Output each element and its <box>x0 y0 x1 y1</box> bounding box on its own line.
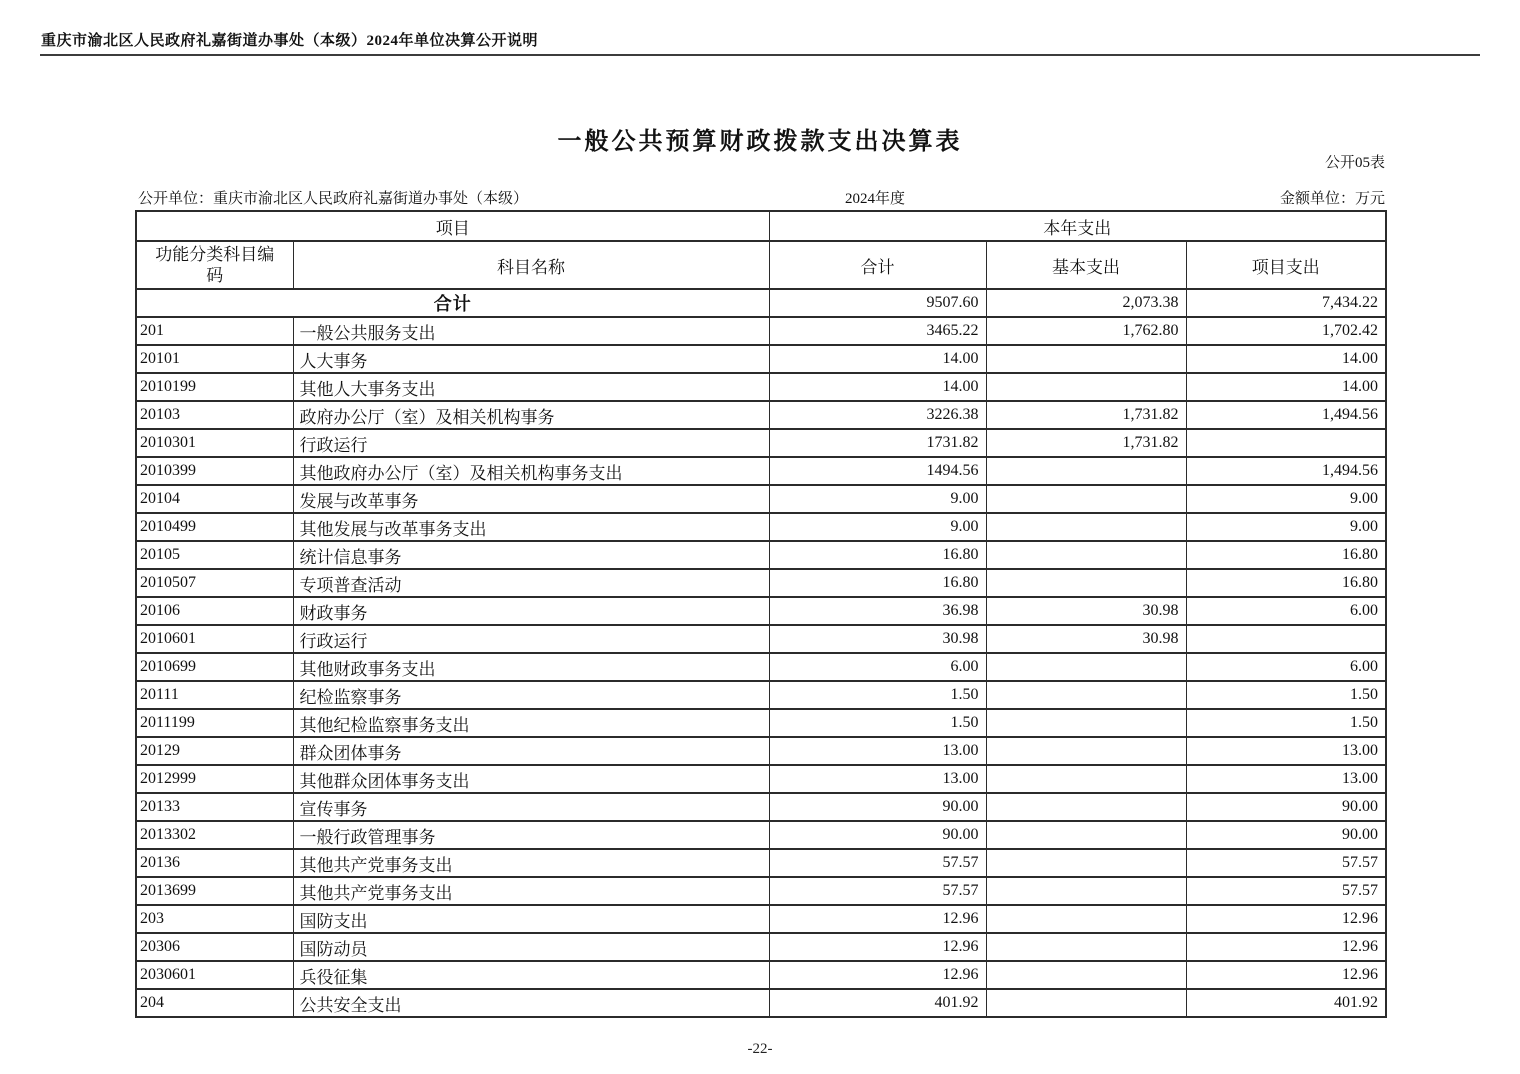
table-row <box>136 373 1386 401</box>
row-subject-name: 纪检监察事务 <box>293 681 769 709</box>
row-total-amount: 13.00 <box>769 765 986 793</box>
row-total-amount: 36.98 <box>769 597 986 625</box>
row-function-code: 20104 <box>136 485 293 513</box>
row-basic-amount <box>986 821 1186 849</box>
row-basic-amount <box>986 569 1186 597</box>
row-basic-amount <box>986 877 1186 905</box>
row-function-code: 20133 <box>136 793 293 821</box>
row-function-code: 201 <box>136 317 293 345</box>
row-function-code: 2010699 <box>136 653 293 681</box>
row-total-amount: 1.50 <box>769 681 986 709</box>
table-row <box>136 569 1386 597</box>
row-project-amount: 6.00 <box>1186 653 1386 681</box>
row-total-amount: 90.00 <box>769 821 986 849</box>
table-row <box>136 457 1386 485</box>
row-project-amount: 57.57 <box>1186 877 1386 905</box>
row-project-amount: 9.00 <box>1186 485 1386 513</box>
table-row <box>136 989 1386 1017</box>
table-meta-row <box>0 187 1520 207</box>
row-basic-amount <box>986 653 1186 681</box>
row-project-amount: 1.50 <box>1186 709 1386 737</box>
document-header-title: 重庆市渝北区人民政府礼嘉街道办事处（本级）2024年单位决算公开说明 <box>41 33 539 49</box>
table-row <box>136 737 1386 765</box>
row-subject-name: 统计信息事务 <box>293 541 769 569</box>
row-total-amount: 90.00 <box>769 793 986 821</box>
row-project-amount: 1.50 <box>1186 681 1386 709</box>
row-total-amount: 57.57 <box>769 849 986 877</box>
table-row <box>136 625 1386 653</box>
grand-total-label: 合计 <box>136 289 769 317</box>
table-row <box>136 513 1386 541</box>
column-header-total: 合计 <box>769 241 986 289</box>
table-row <box>136 345 1386 373</box>
row-basic-amount <box>986 849 1186 877</box>
row-function-code: 20103 <box>136 401 293 429</box>
row-total-amount: 57.57 <box>769 877 986 905</box>
row-basic-amount <box>986 513 1186 541</box>
row-function-code: 2010507 <box>136 569 293 597</box>
row-function-code: 20111 <box>136 681 293 709</box>
row-basic-amount <box>986 373 1186 401</box>
row-project-amount: 401.92 <box>1186 989 1386 1017</box>
row-project-amount: 12.96 <box>1186 961 1386 989</box>
row-project-amount: 13.00 <box>1186 737 1386 765</box>
row-function-code: 2011199 <box>136 709 293 737</box>
row-subject-name: 国防动员 <box>293 933 769 961</box>
row-project-amount: 12.96 <box>1186 905 1386 933</box>
budget-table <box>135 210 1387 1018</box>
table-row <box>136 709 1386 737</box>
table-row <box>136 429 1386 457</box>
table-row <box>136 793 1386 821</box>
column-header-subject-name: 科目名称 <box>293 241 769 289</box>
row-basic-amount <box>986 681 1186 709</box>
report-title: 一般公共预算财政拨款支出决算表 <box>557 129 963 155</box>
row-subject-name: 其他财政事务支出 <box>293 653 769 681</box>
row-basic-amount <box>986 345 1186 373</box>
row-basic-amount <box>986 793 1186 821</box>
row-basic-amount: 1,731.82 <box>986 429 1186 457</box>
row-project-amount <box>1186 625 1386 653</box>
row-total-amount: 13.00 <box>769 737 986 765</box>
row-function-code: 204 <box>136 989 293 1017</box>
row-function-code: 2010499 <box>136 513 293 541</box>
row-total-amount: 12.96 <box>769 905 986 933</box>
row-subject-name: 其他共产党事务支出 <box>293 877 769 905</box>
table-row <box>136 821 1386 849</box>
row-basic-amount <box>986 485 1186 513</box>
row-project-amount: 1,494.56 <box>1186 457 1386 485</box>
row-total-amount: 3226.38 <box>769 401 986 429</box>
row-project-amount: 16.80 <box>1186 541 1386 569</box>
row-total-amount: 14.00 <box>769 345 986 373</box>
row-function-code: 2010301 <box>136 429 293 457</box>
row-project-amount: 6.00 <box>1186 597 1386 625</box>
row-total-amount: 1494.56 <box>769 457 986 485</box>
row-subject-name: 行政运行 <box>293 625 769 653</box>
table-row <box>136 597 1386 625</box>
row-project-amount: 16.80 <box>1186 569 1386 597</box>
row-project-amount: 57.57 <box>1186 849 1386 877</box>
column-header-basic-expense: 基本支出 <box>986 241 1186 289</box>
row-project-amount <box>1186 429 1386 457</box>
row-total-amount: 12.96 <box>769 961 986 989</box>
row-basic-amount <box>986 737 1186 765</box>
table-row <box>136 849 1386 877</box>
header-group-project: 项目 <box>136 211 769 241</box>
row-project-amount: 12.96 <box>1186 933 1386 961</box>
header-divider <box>40 54 1480 56</box>
column-header-project-expense: 项目支出 <box>1186 241 1386 289</box>
row-total-amount: 6.00 <box>769 653 986 681</box>
row-basic-amount <box>986 961 1186 989</box>
row-total-amount: 3465.22 <box>769 317 986 345</box>
table-row <box>136 317 1386 345</box>
row-subject-name: 其他人大事务支出 <box>293 373 769 401</box>
row-basic-amount <box>986 933 1186 961</box>
row-subject-name: 其他共产党事务支出 <box>293 849 769 877</box>
row-project-amount: 14.00 <box>1186 345 1386 373</box>
table-row <box>136 877 1386 905</box>
row-function-code: 20106 <box>136 597 293 625</box>
row-project-amount: 1,494.56 <box>1186 401 1386 429</box>
row-function-code: 2012999 <box>136 765 293 793</box>
row-function-code: 2010399 <box>136 457 293 485</box>
row-basic-amount <box>986 989 1186 1017</box>
row-project-amount: 9.00 <box>1186 513 1386 541</box>
row-subject-name: 发展与改革事务 <box>293 485 769 513</box>
row-total-amount: 16.80 <box>769 569 986 597</box>
grand-total-row <box>136 289 1386 317</box>
row-function-code: 203 <box>136 905 293 933</box>
header-group-current-year-expense: 本年支出 <box>769 211 1386 241</box>
row-function-code: 20129 <box>136 737 293 765</box>
table-row <box>136 541 1386 569</box>
row-subject-name: 一般行政管理事务 <box>293 821 769 849</box>
row-subject-name: 行政运行 <box>293 429 769 457</box>
table-row <box>136 653 1386 681</box>
table-header-columns-row <box>136 241 1386 289</box>
table-row <box>136 681 1386 709</box>
row-function-code: 20105 <box>136 541 293 569</box>
row-basic-amount <box>986 709 1186 737</box>
table-body <box>136 289 1386 1017</box>
row-total-amount: 9.00 <box>769 513 986 541</box>
row-function-code: 2010601 <box>136 625 293 653</box>
row-project-amount: 13.00 <box>1186 765 1386 793</box>
row-function-code: 2030601 <box>136 961 293 989</box>
row-subject-name: 其他群众团体事务支出 <box>293 765 769 793</box>
row-total-amount: 16.80 <box>769 541 986 569</box>
row-project-amount: 14.00 <box>1186 373 1386 401</box>
table-number-label: 公开05表 <box>1324 155 1385 171</box>
grand-total-sum: 9507.60 <box>769 289 986 317</box>
row-total-amount: 1.50 <box>769 709 986 737</box>
row-subject-name: 财政事务 <box>293 597 769 625</box>
amount-unit-label: 金额单位：万元 <box>1279 191 1385 207</box>
row-total-amount: 14.00 <box>769 373 986 401</box>
row-project-amount: 1,702.42 <box>1186 317 1386 345</box>
row-basic-amount: 1,731.82 <box>986 401 1186 429</box>
row-subject-name: 宣传事务 <box>293 793 769 821</box>
row-subject-name: 其他政府办公厅（室）及相关机构事务支出 <box>293 457 769 485</box>
row-subject-name: 专项普查活动 <box>293 569 769 597</box>
row-basic-amount <box>986 457 1186 485</box>
row-function-code: 2010199 <box>136 373 293 401</box>
table-row <box>136 485 1386 513</box>
row-subject-name: 政府办公厅（室）及相关机构事务 <box>293 401 769 429</box>
grand-total-project: 7,434.22 <box>1186 289 1386 317</box>
row-project-amount: 90.00 <box>1186 821 1386 849</box>
row-function-code: 20136 <box>136 849 293 877</box>
row-subject-name: 一般公共服务支出 <box>293 317 769 345</box>
row-subject-name: 人大事务 <box>293 345 769 373</box>
table-header-group-row <box>136 211 1386 241</box>
row-function-code: 2013302 <box>136 821 293 849</box>
row-subject-name: 其他纪检监察事务支出 <box>293 709 769 737</box>
fiscal-year-label: 2024年度 <box>845 191 906 207</box>
table-row <box>136 765 1386 793</box>
row-basic-amount: 1,762.80 <box>986 317 1186 345</box>
row-basic-amount: 30.98 <box>986 625 1186 653</box>
page-number: -22- <box>747 1041 773 1057</box>
row-total-amount: 1731.82 <box>769 429 986 457</box>
row-subject-name: 兵役征集 <box>293 961 769 989</box>
table-row <box>136 401 1386 429</box>
row-total-amount: 401.92 <box>769 989 986 1017</box>
table-row <box>136 961 1386 989</box>
row-total-amount: 30.98 <box>769 625 986 653</box>
row-basic-amount <box>986 765 1186 793</box>
row-total-amount: 12.96 <box>769 933 986 961</box>
row-basic-amount <box>986 905 1186 933</box>
table-row <box>136 933 1386 961</box>
column-header-function-code: 功能分类科目编码 <box>136 241 293 289</box>
row-basic-amount: 30.98 <box>986 597 1186 625</box>
table-row <box>136 905 1386 933</box>
row-function-code: 2013699 <box>136 877 293 905</box>
row-function-code: 20101 <box>136 345 293 373</box>
row-project-amount: 90.00 <box>1186 793 1386 821</box>
row-subject-name: 公共安全支出 <box>293 989 769 1017</box>
row-subject-name: 国防支出 <box>293 905 769 933</box>
row-subject-name: 其他发展与改革事务支出 <box>293 513 769 541</box>
row-basic-amount <box>986 541 1186 569</box>
row-total-amount: 9.00 <box>769 485 986 513</box>
row-subject-name: 群众团体事务 <box>293 737 769 765</box>
publishing-unit-label: 公开单位：重庆市渝北区人民政府礼嘉街道办事处（本级） <box>138 191 529 207</box>
grand-total-basic: 2,073.38 <box>986 289 1186 317</box>
row-function-code: 20306 <box>136 933 293 961</box>
